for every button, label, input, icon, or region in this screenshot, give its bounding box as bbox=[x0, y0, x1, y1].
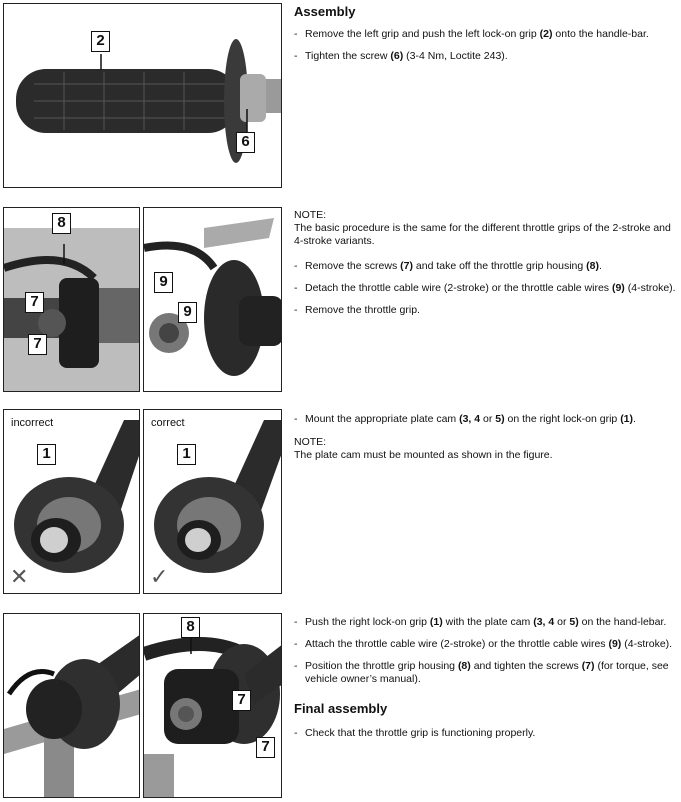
left-grip-photo bbox=[4, 4, 282, 188]
section-remove-throttle bbox=[294, 209, 680, 317]
figure-correct bbox=[143, 409, 282, 594]
callout-8: 8 bbox=[181, 617, 200, 638]
section-plate-cam bbox=[294, 413, 680, 462]
figure-housing-screws bbox=[3, 207, 140, 392]
callout-9-lower: 9 bbox=[178, 302, 197, 323]
callout-7-upper: 7 bbox=[232, 690, 251, 711]
figure-cable-wires bbox=[143, 207, 282, 392]
figure-position-housing bbox=[143, 613, 282, 798]
push-grip-photo bbox=[4, 614, 140, 798]
figure-push-grip bbox=[3, 613, 140, 798]
callout-7-lower: 7 bbox=[28, 334, 47, 355]
figure-left-grip bbox=[3, 3, 282, 188]
step-check-throttle: - Check that the throttle grip is functioning properly. bbox=[294, 727, 536, 739]
heading-final-assembly: Final assembly bbox=[294, 701, 388, 716]
heading-assembly: Assembly bbox=[294, 4, 356, 19]
step-attach-cable: - Attach the throttle cable wire (2-stroke) or the throttle cable wires (9) (4-stroke). bbox=[294, 638, 673, 650]
caption-correct: correct bbox=[151, 417, 185, 429]
section-final bbox=[294, 616, 680, 740]
step-remove-screws: - Remove the screws (7) and take off the throttle grip housing (8). bbox=[294, 260, 602, 272]
callout-7-lower: 7 bbox=[256, 737, 275, 758]
position-housing-photo bbox=[144, 614, 282, 798]
step-position-housing: - Position the throttle grip housing (8) and tighten the screws (7) (for torque, see vehicle owner’s manual). bbox=[294, 660, 669, 685]
note-label: NOTE: bbox=[294, 436, 327, 448]
step-detach-cable: - Detach the throttle cable wire (2-stroke) or the throttle cable wires (9) (4-stroke). bbox=[294, 282, 676, 294]
callout-9-upper: 9 bbox=[154, 272, 173, 293]
correct-mark-icon: ✓ bbox=[150, 564, 169, 589]
note-text: The plate cam must be mounted as shown in the figure. bbox=[294, 449, 553, 461]
callout-1: 1 bbox=[177, 444, 196, 465]
step-push-right-grip: - Push the right lock-on grip (1) with the plate cam (3, 4 or 5) on the hand-lebar. bbox=[294, 616, 667, 628]
callout-7-upper: 7 bbox=[25, 292, 44, 313]
callout-1: 1 bbox=[37, 444, 56, 465]
step-mount-plate-cam: - Mount the appropriate plate cam (3, 4 or 5) on the right lock-on grip (1). bbox=[294, 413, 636, 425]
callout-2: 2 bbox=[91, 31, 110, 52]
cable-photo bbox=[144, 208, 282, 392]
step-remove-left-grip: - Remove the left grip and push the left lock-on grip (2) onto the handle-bar. bbox=[294, 28, 649, 40]
callout-6: 6 bbox=[236, 132, 255, 153]
figure-incorrect bbox=[3, 409, 140, 594]
note-label: NOTE: bbox=[294, 209, 327, 221]
step-remove-throttle-grip: - Remove the throttle grip. bbox=[294, 304, 420, 316]
incorrect-mark-icon: ✕ bbox=[10, 564, 29, 589]
caption-incorrect: incorrect bbox=[11, 417, 54, 429]
step-tighten-screw: - Tighten the screw (6) (3-4 Nm, Loctite 243). bbox=[294, 50, 508, 62]
callout-8: 8 bbox=[52, 213, 71, 234]
section-assembly bbox=[294, 5, 680, 63]
note-text: The basic procedure is the same for the different throttle grips of the 2-stroke and 4-stroke variants. bbox=[294, 222, 671, 247]
